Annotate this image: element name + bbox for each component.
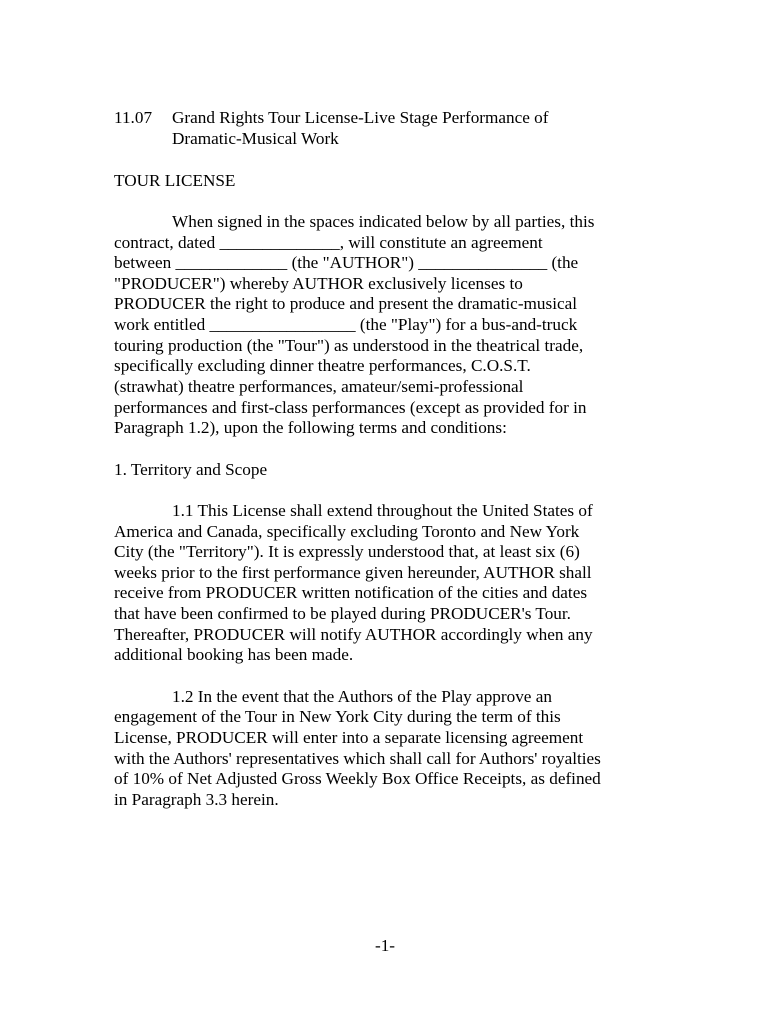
intro-line: "PRODUCER") whereby AUTHOR exclusively licenses to [114,274,523,293]
intro-line: touring production (the "Tour") as understood in the theatrical trade, [114,336,584,355]
paragraph-1-2-line: in Paragraph 3.3 herein. [114,790,279,809]
intro-line: performances and first-class performances (except as provided for in [114,398,587,417]
intro-line: between _____________ (the "AUTHOR") _______________ (the [114,253,579,272]
intro-line: Paragraph 1.2), upon the following terms and conditions: [114,418,507,437]
document-title-line-1: Grand Rights Tour License-Live Stage Performance of [172,108,549,127]
intro-line: specifically excluding dinner theatre performances, C.O.S.T. [114,356,531,375]
paragraph-1-2-line: engagement of the Tour in New York City during the term of this [114,707,561,726]
paragraph-1-1-line: America and Canada, specifically excluding Toronto and New York [114,522,580,541]
intro-line: (strawhat) theatre performances, amateur/semi-professional [114,377,524,396]
paragraph-1-1-line: that have been confirmed to be played during PRODUCER's Tour. [114,604,571,623]
section-number: 11.07 [114,108,153,127]
paragraph-1-2-line: of 10% of Net Adjusted Gross Weekly Box Office Receipts, as defined [114,769,601,788]
intro-line: contract, dated ______________, will constitute an agreement [114,233,543,252]
paragraph-1-1-line: 1.1 This License shall extend throughout the United States of [172,501,593,520]
paragraph-1-2-line: with the Authors' representatives which shall call for Authors' royalties [114,749,601,768]
paragraph-1-2-line: License, PRODUCER will enter into a separate licensing agreement [114,728,584,747]
paragraph-1-1-line: receive from PRODUCER written notification of the cities and dates [114,583,588,602]
tour-license-heading: TOUR LICENSE [114,171,236,190]
page-number: -1- [374,936,396,955]
intro-line: When signed in the spaces indicated below by all parties, this [172,212,595,231]
paragraph-1-1-line: City (the "Territory"). It is expressly understood that, at least six (6) [114,542,580,561]
paragraph-1-2-line: 1.2 In the event that the Authors of the Play approve an [172,687,552,706]
intro-line: work entitled _________________ (the "Play") for a bus-and-truck [114,315,578,334]
section-1-heading: 1. Territory and Scope [114,460,268,479]
intro-line: PRODUCER the right to produce and present the dramatic-musical [114,294,577,313]
paragraph-1-1-line: Thereafter, PRODUCER will notify AUTHOR accordingly when any [114,625,593,644]
paragraph-1-1-line: weeks prior to the first performance given hereunder, AUTHOR shall [114,563,592,582]
paragraph-1-1-line: additional booking has been made. [114,645,354,664]
document-title-line-2: Dramatic-Musical Work [172,129,339,148]
